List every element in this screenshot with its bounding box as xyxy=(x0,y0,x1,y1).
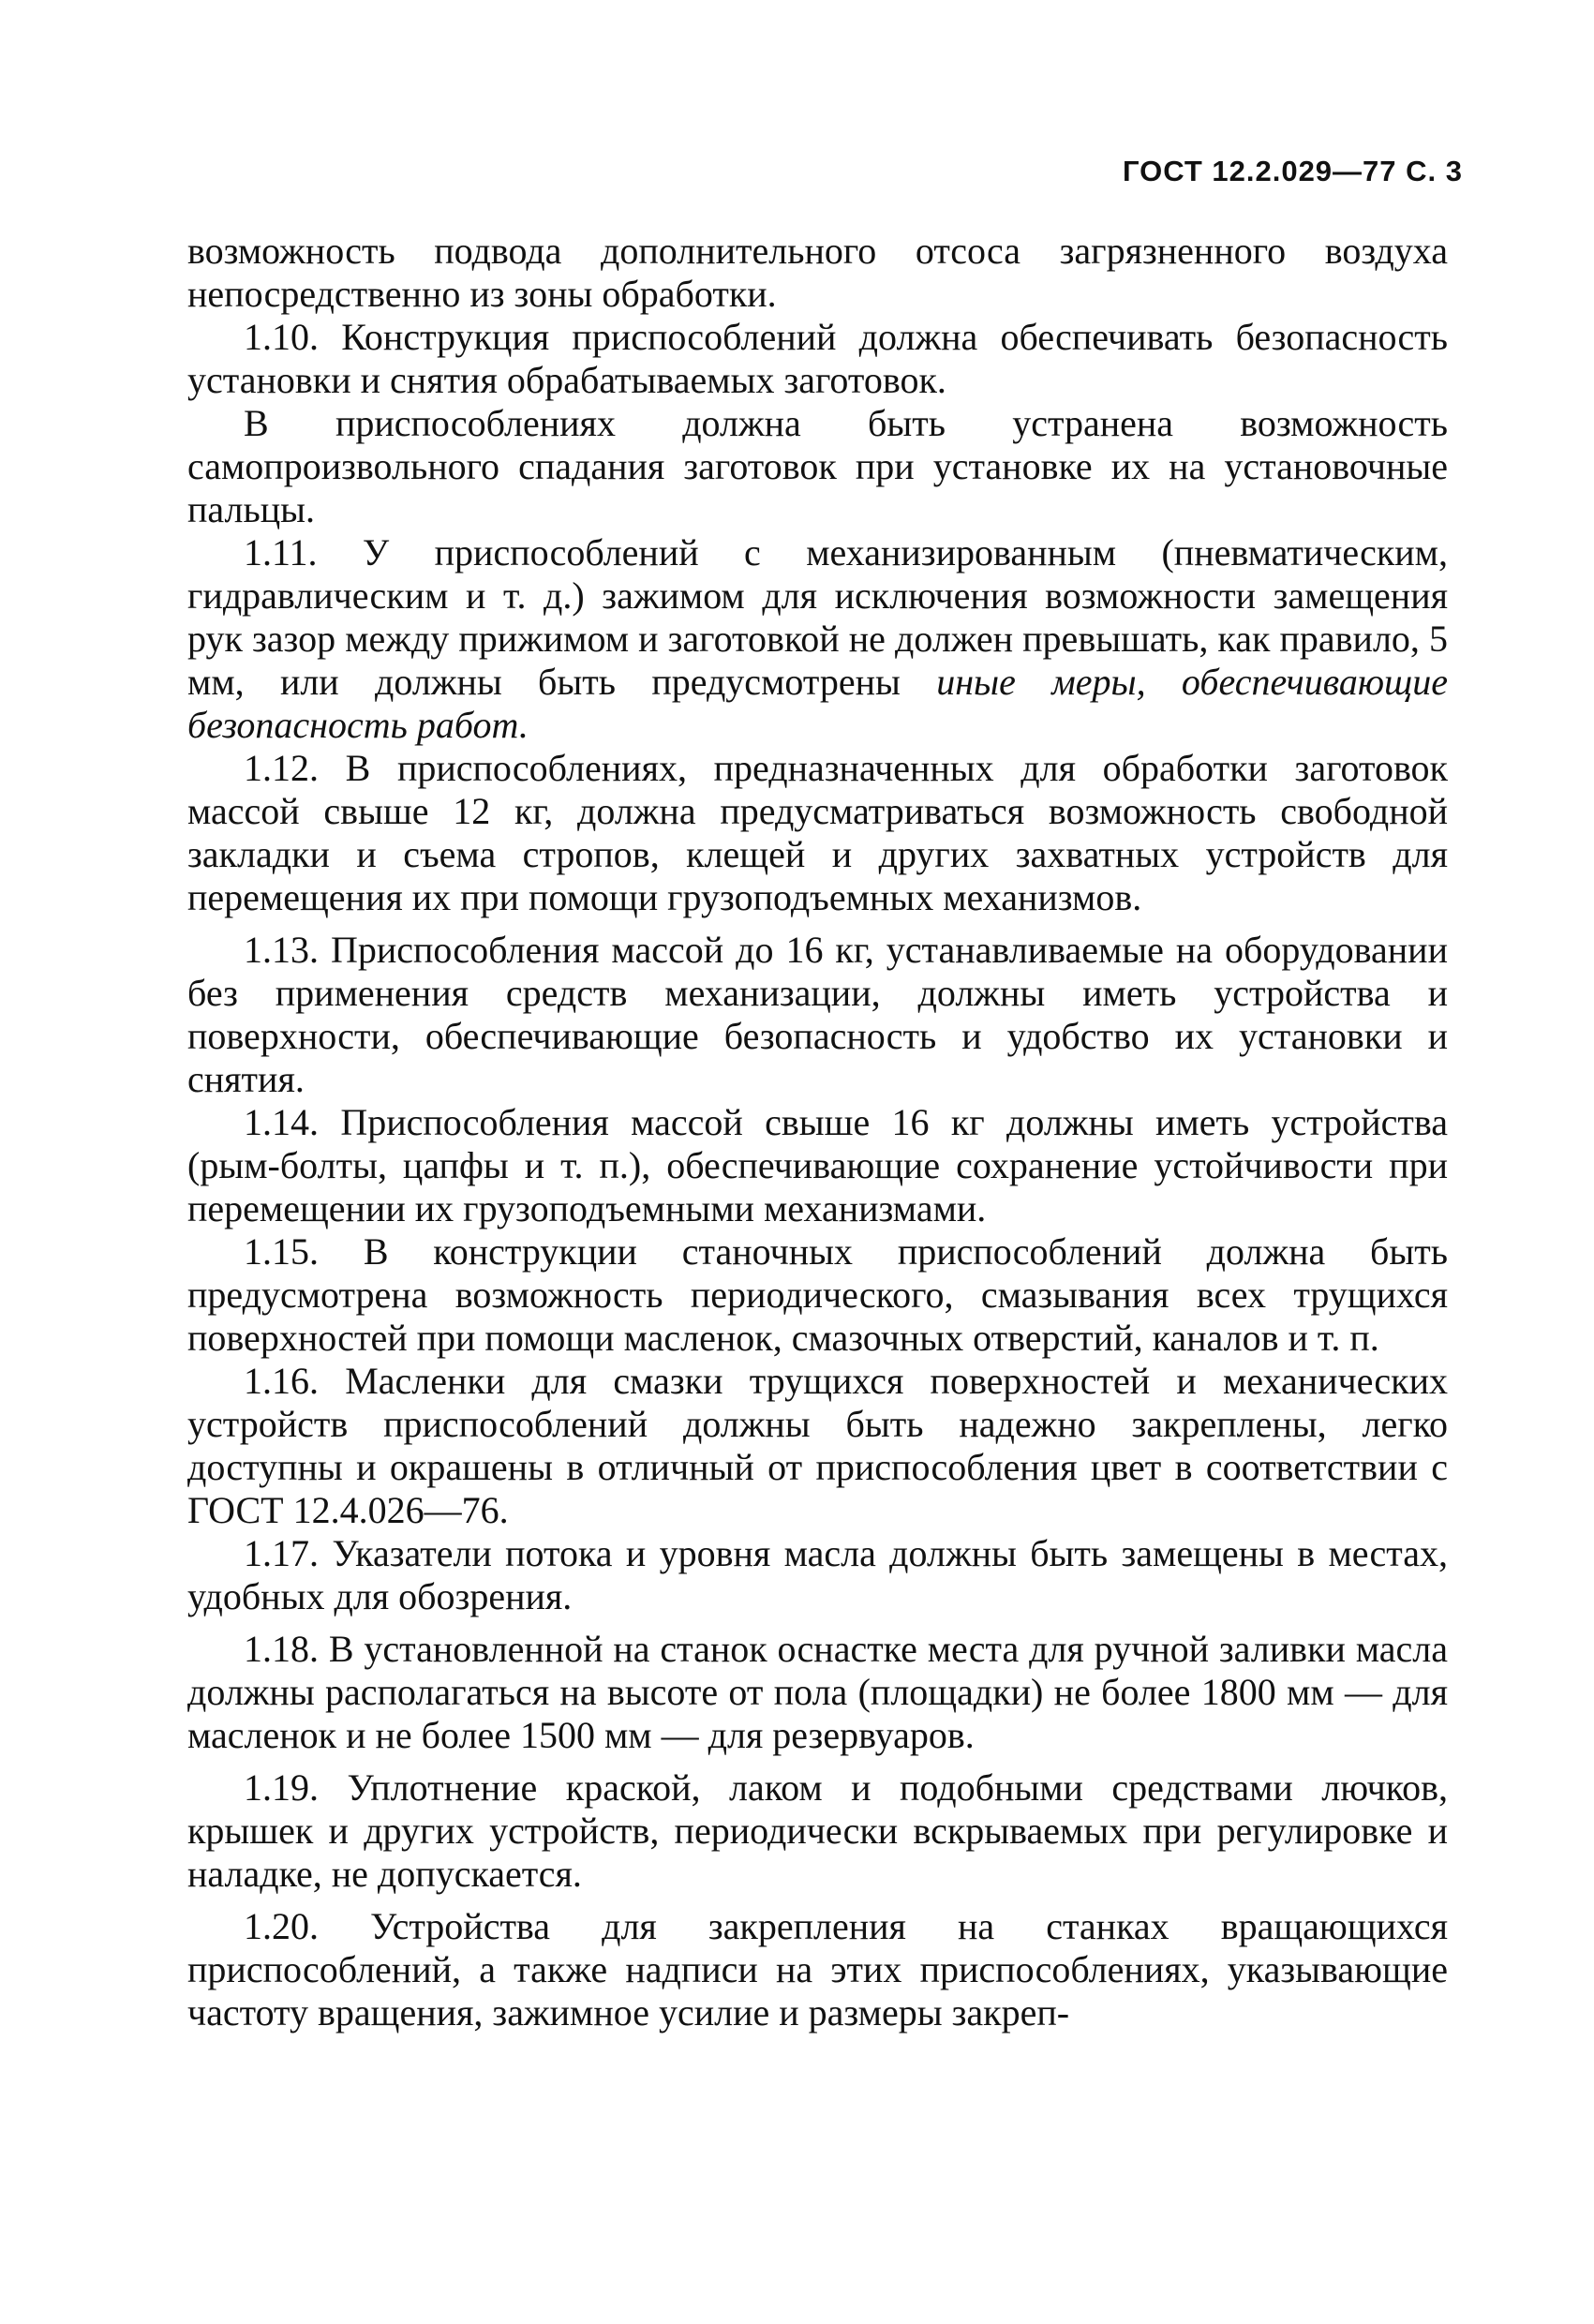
paragraph-1-11 xyxy=(187,531,1448,747)
paragraph-1-18: 1.18. В установленной на станок оснастке места для ручной заливки масла должны располагаться на высоте от пола (площадки) не более 1800 мм — для масленок и не более 1500 мм — для резервуаров. xyxy=(187,1628,1448,1756)
paragraph-1-11-italic-tail: иные меры, обеспечивающие безопасность работ. xyxy=(187,661,1449,746)
paragraph-continuation: возможность подвода дополнительного отсоса загрязненного воздуха непосредственно из зоны обработки. xyxy=(187,230,1448,315)
paragraph-1-16: 1.16. Масленки для смазки трущихся поверхностей и механических устройств приспособлений должны быть надежно закреплены, легко доступны и окрашены в отличный от приспособления цвет в соответствии с ГОСТ 12.4.026—76. xyxy=(187,1360,1448,1531)
paragraph-1-14: 1.14. Приспособления массой свыше 16 кг должны иметь устройства (рым-болты, цапфы и т. п.), обеспечивающие сохранение устойчивости при перемещении их грузоподъемными механизмами. xyxy=(187,1101,1448,1229)
paragraph-1-15: 1.15. В конструкции станочных приспособлений должна быть предусмотрена возможность периодического, смазывания всех трущихся поверхностей при помощи масленок, смазочных отверстий, каналов и т. п. xyxy=(187,1230,1448,1359)
paragraph-1-12: 1.12. В приспособлениях, предназначенных для обработки заготовок массой свыше 12 кг, должна предусматриваться возможность свободной закладки и съема стропов, клещей и других захватных устройств для перемещения их при помощи грузоподъемных механизмов. xyxy=(187,747,1448,918)
paragraph-1-10: 1.10. Конструкция приспособлений должна обеспечивать безопасность установки и снятия обрабатываемых заготовок. xyxy=(187,316,1448,401)
paragraph-1-17: 1.17. Указатели потока и уровня масла должны быть замещены в местах, удобных для обозрения. xyxy=(187,1532,1448,1617)
paragraph-1-11-main: 1.11. У приспособлений с механизированным (пневматическим, гидравлическим и т. д.) зажимом для исключения возможности замещения рук зазор между прижимом и заготовкой не должен превышать, как правило, 5 мм, или должны быть предусмотрены xyxy=(187,531,1448,703)
paragraph-1-20: 1.20. Устройства для закрепления на станках вращающихся приспособлений, а также надписи на этих приспособлениях, указывающие частоту вращения, зажимное усилие и размеры закреп- xyxy=(187,1905,1448,2034)
paragraph-1-19: 1.19. Уплотнение краской, лаком и подобными средствами лючков, крышек и других устройств, периодически вскрываемых при регулировке и наладке, не допускается. xyxy=(187,1766,1448,1895)
paragraph-1-10-cont: В приспособлениях должна быть устранена возможность самопроизвольного спадания заготовок при установке их на установочные пальцы. xyxy=(187,402,1448,530)
page-header: ГОСТ 12.2.029—77 С. 3 xyxy=(1122,155,1463,187)
paragraph-1-13: 1.13. Приспособления массой до 16 кг, устанавливаемые на оборудовании без применения средств механизации, должны иметь устройства и поверхности, обеспечивающие безопасность и удобство их установки и снятия. xyxy=(187,929,1448,1100)
document-body xyxy=(187,230,1448,2034)
